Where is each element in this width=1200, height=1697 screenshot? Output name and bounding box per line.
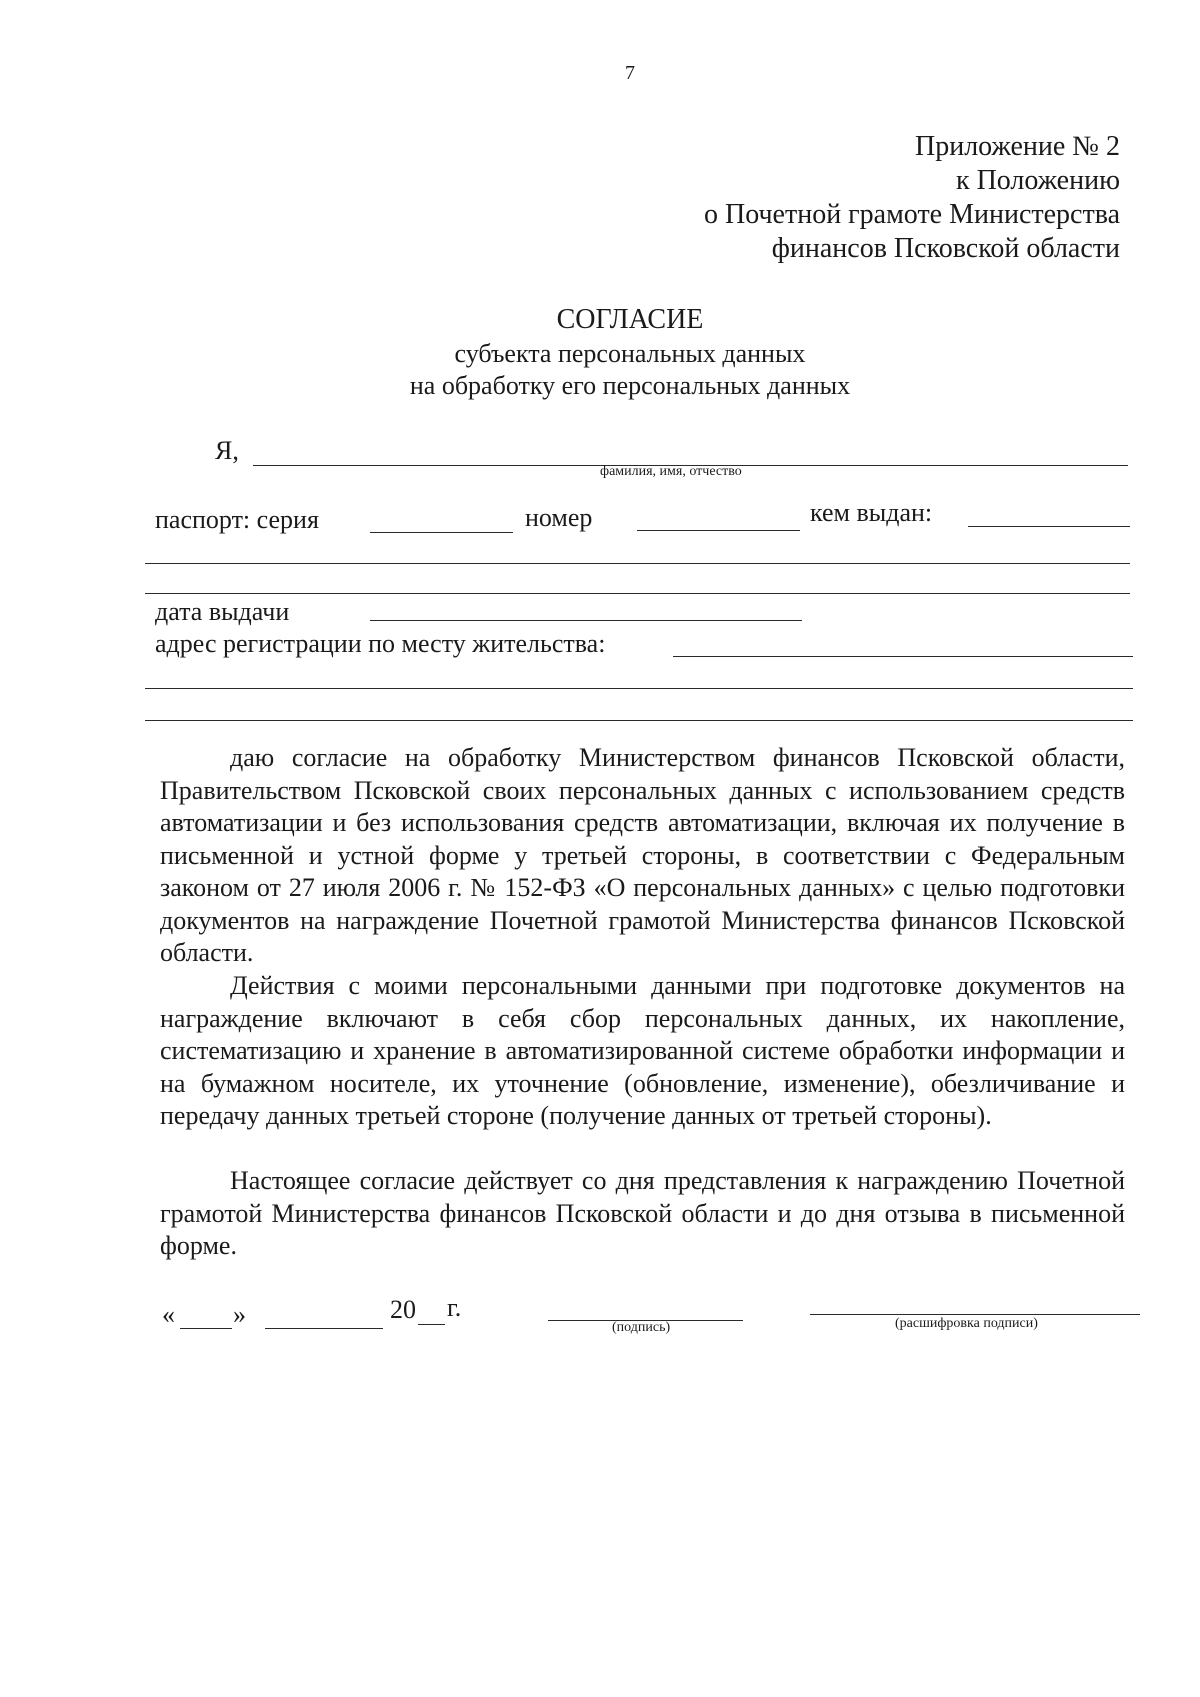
appendix-line-3: о Почетной грамоте Министерства xyxy=(703,199,1120,230)
date-year-prefix: 20 xyxy=(390,1295,416,1324)
document-title: СОГЛАСИЕ xyxy=(556,304,704,335)
address-line-2[interactable] xyxy=(145,688,1133,689)
consent-paragraph-2 xyxy=(160,970,1125,1133)
date-year-line[interactable] xyxy=(418,1324,445,1325)
consent-paragraph-3 xyxy=(160,1165,1125,1263)
date-quote-close: » xyxy=(233,1300,246,1329)
issued-by-label: кем выдан: xyxy=(810,498,933,527)
passport-number-line[interactable] xyxy=(637,530,800,531)
passport-number-label: номер xyxy=(525,503,593,532)
consent-paragraph-1 xyxy=(160,742,1125,970)
appendix-line-4: финансов Псковской области xyxy=(771,233,1120,264)
date-month-line[interactable] xyxy=(265,1328,383,1329)
issued-by-line-3[interactable] xyxy=(145,593,1130,594)
fio-caption: фамилия, имя, отчество xyxy=(600,464,742,479)
appendix-header xyxy=(704,130,1120,266)
document-subtitle-1: субъекта персональных данных xyxy=(454,339,806,368)
consent-paragraph-3-text: Настоящее согласие действует со дня представления к награждению Почетной грамотой Министерства финансов Псковской области и до дня отзыва в письменной форме. xyxy=(160,1166,1125,1260)
i-label: Я, xyxy=(215,436,239,465)
passport-series-label: паспорт: серия xyxy=(155,505,319,534)
consent-paragraph-1-text: даю согласие на обработку Министерством финансов Псковской области, Правительством Псковской своих персональных данных с использованием средств автоматизации и без использования средств автоматизации, включая их получение в письменной и устной форме у третьей стороны, в соответствии с Федеральным законом от 27 июля 2006 г. № 152-ФЗ «О персональных данных» с целью подготовки документов на награждение Почетной грамотой Министерства финансов Псковской области. xyxy=(160,743,1125,967)
date-year-suffix: г. xyxy=(447,1293,462,1322)
date-day-line[interactable] xyxy=(180,1328,232,1329)
issue-date-label: дата выдачи xyxy=(155,597,290,626)
document-subtitle-2: на обработку его персональных данных xyxy=(409,371,851,400)
page-number: 7 xyxy=(625,62,635,84)
date-quote-open: « xyxy=(162,1300,175,1329)
passport-series-line[interactable] xyxy=(370,532,513,533)
address-line-3[interactable] xyxy=(145,720,1133,721)
signature-decoding-caption: (расшифровка подписи) xyxy=(895,1316,1038,1331)
address-label: адрес регистрации по месту жительства: xyxy=(155,629,606,658)
signature-decoding-line[interactable] xyxy=(810,1314,1140,1315)
issued-by-line-2[interactable] xyxy=(145,563,1130,564)
address-line-1[interactable] xyxy=(673,656,1133,657)
appendix-line-2: к Положению xyxy=(955,165,1120,196)
issued-by-line[interactable] xyxy=(968,526,1130,527)
consent-paragraph-2-text: Действия с моими персональными данными при подготовке документов на награждение включают в себя сбор персональных данных, их накопление, систематизацию и хранение в автоматизированной системе обработки информации и на бумажном носителе, их уточнение (обновление, изменение), обезличивание и передачу данных третьей стороне (получение данных от третьей стороны). xyxy=(160,971,1125,1130)
issue-date-line[interactable] xyxy=(370,620,802,621)
appendix-line-1: Приложение № 2 xyxy=(915,131,1120,162)
signature-caption: (подпись) xyxy=(612,1320,671,1335)
